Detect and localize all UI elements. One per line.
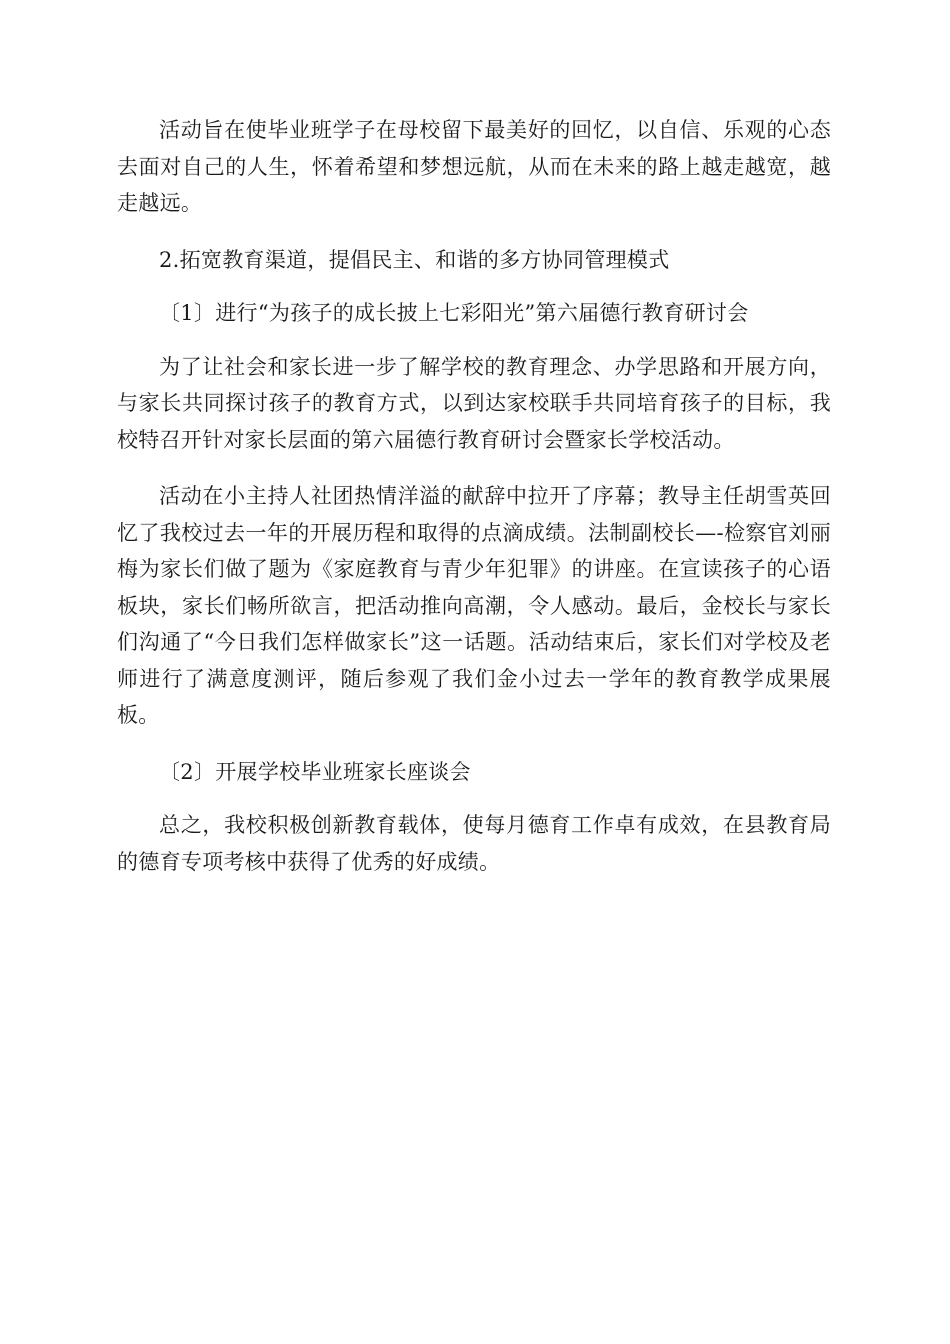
paragraph-activity-purpose: 活动旨在使毕业班学子在母校留下最美好的回忆，以自信、乐观的心态去面对自己的人生，怀着希望和梦想远航，从而在未来的路上越走越宽，越走越远。	[117, 118, 831, 215]
paragraph-conclusion: 总之，我校积极创新教育载体，使每月德育工作卓有成效，在县教育局的德育专项考核中获得了优秀的好成绩。	[117, 813, 831, 874]
paragraph-seminar-details: 活动在小主持人社团热情洋溢的献辞中拉开了序幕；教导主任胡雪英回忆了我校过去一年的开展历程和取得的点滴成绩。法制副校长—-检察官刘丽梅为家长们做了题为《家庭教育与青少年犯罪》的讲座。在宣读孩子的心语板块，家长们畅所欲言，把活动推向高潮，令人感动。最后，金校长与家长们沟通了“今日我们怎样做家长”这一话题。活动结束后，家长们对学校及老师进行了满意度测评，随后参观了我们金小过去一学年的教育教学成果展板。	[117, 484, 831, 727]
section-heading-2: 2.拓宽教育渠道，提倡民主、和谐的多方协同管理模式	[159, 247, 670, 272]
subsection-heading-1: 〔1〕进行“为孩子的成长披上七彩阳光”第六届德行教育研讨会	[159, 301, 749, 325]
subsection-heading-2: 〔2〕开展学校毕业班家长座谈会	[159, 759, 471, 784]
paragraph-seminar-intro: 为了让社会和家长进一步了解学校的教育理念、办学思路和开展方向，与家长共同探讨孩子的教育方式，以到达家校联手共同培育孩子的目标，我校特召开针对家长层面的第六届德行教育研讨会暨家长学校活动。	[117, 354, 831, 452]
document-body	[117, 112, 831, 900]
